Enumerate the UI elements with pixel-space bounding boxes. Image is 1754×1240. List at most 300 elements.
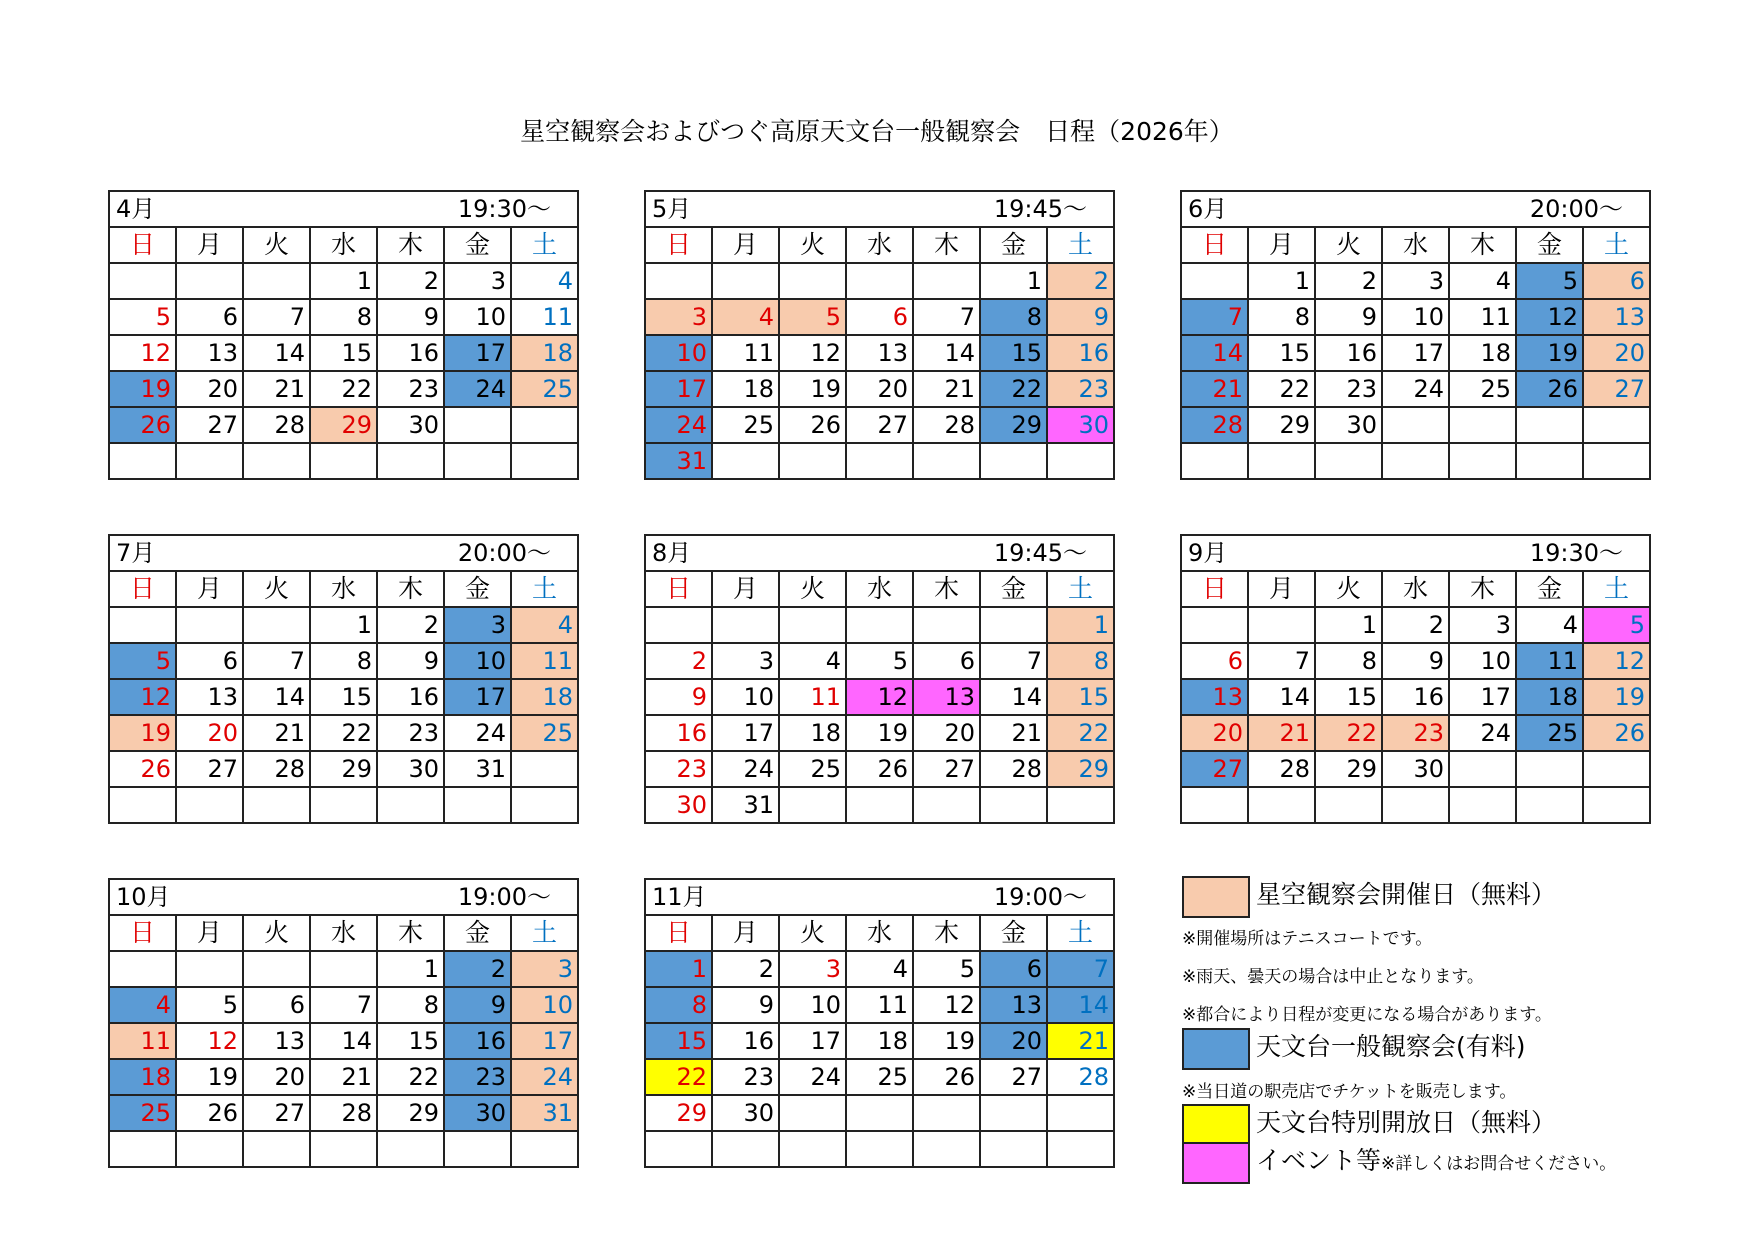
day-cell: 19 xyxy=(176,1059,243,1095)
day-cell: 12 xyxy=(913,987,980,1023)
weekday-header: 金 xyxy=(444,571,511,607)
day-cell: 5 xyxy=(846,643,913,679)
empty-cell xyxy=(310,1131,377,1167)
weekday-header: 日 xyxy=(645,227,712,263)
empty-cell xyxy=(645,263,712,299)
day-cell: 8 xyxy=(310,643,377,679)
day-cell: 2 xyxy=(377,263,444,299)
day-cell: 3 xyxy=(511,951,578,987)
weekday-header: 水 xyxy=(846,227,913,263)
empty-cell xyxy=(109,1131,176,1167)
day-cell: 11 xyxy=(511,643,578,679)
day-cell: 26 xyxy=(176,1095,243,1131)
day-cell: 19 xyxy=(109,715,176,751)
empty-cell xyxy=(1047,787,1114,823)
empty-cell xyxy=(846,263,913,299)
empty-cell xyxy=(243,1131,310,1167)
day-cell: 22 xyxy=(1047,715,1114,751)
empty-cell xyxy=(310,951,377,987)
day-cell: 11 xyxy=(1516,643,1583,679)
day-cell: 7 xyxy=(1181,299,1248,335)
day-cell: 1 xyxy=(1248,263,1315,299)
day-cell: 23 xyxy=(377,715,444,751)
day-cell: 21 xyxy=(1181,371,1248,407)
day-cell: 31 xyxy=(444,751,511,787)
day-cell: 24 xyxy=(712,751,779,787)
weekday-header: 日 xyxy=(109,571,176,607)
day-cell: 15 xyxy=(1047,679,1114,715)
day-cell: 12 xyxy=(1516,299,1583,335)
day-cell: 15 xyxy=(980,335,1047,371)
weekday-header: 木 xyxy=(913,915,980,951)
day-cell: 3 xyxy=(1449,607,1516,643)
empty-cell xyxy=(1047,1095,1114,1131)
day-cell: 23 xyxy=(377,371,444,407)
day-cell: 23 xyxy=(444,1059,511,1095)
day-cell: 18 xyxy=(511,679,578,715)
day-cell: 13 xyxy=(846,335,913,371)
weekday-header: 土 xyxy=(511,915,578,951)
day-cell: 30 xyxy=(377,751,444,787)
empty-cell xyxy=(1248,607,1315,643)
day-cell: 14 xyxy=(1181,335,1248,371)
day-cell: 3 xyxy=(779,951,846,987)
day-cell: 22 xyxy=(1248,371,1315,407)
day-cell: 15 xyxy=(1248,335,1315,371)
weekday-header: 土 xyxy=(1583,227,1650,263)
day-cell: 27 xyxy=(1583,371,1650,407)
day-cell: 13 xyxy=(176,679,243,715)
empty-cell xyxy=(109,787,176,823)
day-cell: 5 xyxy=(1516,263,1583,299)
empty-cell xyxy=(913,1131,980,1167)
empty-cell xyxy=(913,263,980,299)
empty-cell xyxy=(310,787,377,823)
day-cell: 14 xyxy=(913,335,980,371)
empty-cell xyxy=(980,443,1047,479)
day-cell: 13 xyxy=(176,335,243,371)
day-cell: 14 xyxy=(1047,987,1114,1023)
pink-swatch xyxy=(1182,1142,1250,1184)
legend-note-change: ※都合により日程が変更になる場合があります。 xyxy=(1182,1005,1552,1025)
weekday-header: 火 xyxy=(1315,571,1382,607)
weekday-header: 月 xyxy=(712,227,779,263)
day-cell: 29 xyxy=(310,751,377,787)
weekday-header: 日 xyxy=(645,915,712,951)
day-cell: 27 xyxy=(243,1095,310,1131)
month-calendar xyxy=(644,878,1115,1168)
legend-blue-label: 天文台一般観察会(有料) xyxy=(1256,1032,1526,1061)
day-cell: 24 xyxy=(645,407,712,443)
day-cell: 2 xyxy=(645,643,712,679)
day-cell: 17 xyxy=(712,715,779,751)
empty-cell xyxy=(444,1131,511,1167)
day-cell: 1 xyxy=(310,607,377,643)
empty-cell xyxy=(846,787,913,823)
day-cell: 20 xyxy=(176,371,243,407)
weekday-header: 月 xyxy=(176,571,243,607)
weekday-header: 水 xyxy=(846,571,913,607)
day-cell: 19 xyxy=(109,371,176,407)
empty-cell xyxy=(310,443,377,479)
empty-cell xyxy=(846,607,913,643)
day-cell: 28 xyxy=(1047,1059,1114,1095)
day-cell: 24 xyxy=(511,1059,578,1095)
empty-cell xyxy=(1315,787,1382,823)
day-cell: 15 xyxy=(310,679,377,715)
day-cell: 10 xyxy=(444,643,511,679)
day-cell: 19 xyxy=(1583,679,1650,715)
day-cell: 22 xyxy=(310,715,377,751)
empty-cell xyxy=(1449,443,1516,479)
day-cell: 1 xyxy=(1047,607,1114,643)
day-cell: 25 xyxy=(109,1095,176,1131)
day-cell: 9 xyxy=(377,299,444,335)
day-cell: 28 xyxy=(243,751,310,787)
empty-cell xyxy=(1047,443,1114,479)
empty-cell xyxy=(980,1131,1047,1167)
day-cell: 3 xyxy=(444,607,511,643)
day-cell: 27 xyxy=(1181,751,1248,787)
weekday-header: 土 xyxy=(1047,227,1114,263)
day-cell: 6 xyxy=(1583,263,1650,299)
day-cell: 5 xyxy=(109,643,176,679)
legend-yellow-label: 天文台特別開放日（無料） xyxy=(1256,1108,1557,1137)
empty-cell xyxy=(1181,443,1248,479)
empty-cell xyxy=(913,787,980,823)
weekday-header: 土 xyxy=(1047,915,1114,951)
day-cell: 19 xyxy=(913,1023,980,1059)
empty-cell xyxy=(1248,443,1315,479)
empty-cell xyxy=(444,787,511,823)
empty-cell xyxy=(1382,787,1449,823)
day-cell: 8 xyxy=(1315,643,1382,679)
day-cell: 9 xyxy=(1382,643,1449,679)
empty-cell xyxy=(1583,751,1650,787)
day-cell: 19 xyxy=(1516,335,1583,371)
day-cell: 2 xyxy=(1047,263,1114,299)
day-cell: 24 xyxy=(444,371,511,407)
day-cell: 4 xyxy=(846,951,913,987)
day-cell: 5 xyxy=(913,951,980,987)
day-cell: 1 xyxy=(1315,607,1382,643)
day-cell: 24 xyxy=(1449,715,1516,751)
weekday-header: 水 xyxy=(1382,227,1449,263)
empty-cell xyxy=(109,263,176,299)
weekday-header: 金 xyxy=(1516,227,1583,263)
day-cell: 10 xyxy=(1449,643,1516,679)
weekday-header: 水 xyxy=(310,915,377,951)
day-cell: 9 xyxy=(1315,299,1382,335)
day-cell: 2 xyxy=(1382,607,1449,643)
day-cell: 26 xyxy=(109,407,176,443)
month-header xyxy=(109,535,578,571)
day-cell: 9 xyxy=(712,987,779,1023)
start-time: 19:45～ xyxy=(993,195,1087,223)
day-cell: 1 xyxy=(310,263,377,299)
empty-cell xyxy=(645,607,712,643)
weekday-header: 水 xyxy=(310,571,377,607)
legend-pink-text xyxy=(1256,1142,1616,1183)
empty-cell xyxy=(779,443,846,479)
weekday-header: 土 xyxy=(511,227,578,263)
day-cell: 18 xyxy=(109,1059,176,1095)
day-cell: 5 xyxy=(779,299,846,335)
day-cell: 7 xyxy=(1047,951,1114,987)
day-cell: 18 xyxy=(779,715,846,751)
day-cell: 4 xyxy=(109,987,176,1023)
day-cell: 7 xyxy=(913,299,980,335)
empty-cell xyxy=(846,1131,913,1167)
day-cell: 15 xyxy=(310,335,377,371)
weekday-header: 火 xyxy=(243,227,310,263)
day-cell: 8 xyxy=(310,299,377,335)
day-cell: 30 xyxy=(377,407,444,443)
weekday-header: 月 xyxy=(1248,227,1315,263)
day-cell: 29 xyxy=(1248,407,1315,443)
month-name: 9月 xyxy=(1188,539,1228,567)
day-cell: 24 xyxy=(779,1059,846,1095)
day-cell: 6 xyxy=(913,643,980,679)
day-cell: 4 xyxy=(712,299,779,335)
day-cell: 27 xyxy=(846,407,913,443)
day-cell: 6 xyxy=(243,987,310,1023)
day-cell: 28 xyxy=(1248,751,1315,787)
empty-cell xyxy=(1516,407,1583,443)
empty-cell xyxy=(176,607,243,643)
day-cell: 11 xyxy=(846,987,913,1023)
weekday-header: 木 xyxy=(913,571,980,607)
day-cell: 16 xyxy=(377,335,444,371)
empty-cell xyxy=(243,443,310,479)
month-header xyxy=(645,535,1114,571)
weekday-header: 木 xyxy=(1449,227,1516,263)
month-name: 10月 xyxy=(116,883,171,911)
day-cell: 19 xyxy=(779,371,846,407)
weekday-header: 水 xyxy=(846,915,913,951)
day-cell: 21 xyxy=(243,371,310,407)
day-cell: 9 xyxy=(377,643,444,679)
day-cell: 18 xyxy=(511,335,578,371)
weekday-header: 木 xyxy=(377,227,444,263)
day-cell: 26 xyxy=(779,407,846,443)
empty-cell xyxy=(176,263,243,299)
empty-cell xyxy=(1181,263,1248,299)
day-cell: 29 xyxy=(310,407,377,443)
day-cell: 12 xyxy=(109,679,176,715)
month-name: 7月 xyxy=(116,539,156,567)
day-cell: 9 xyxy=(1047,299,1114,335)
month-calendar xyxy=(108,534,579,824)
weekday-header: 日 xyxy=(645,571,712,607)
month-calendar xyxy=(1180,534,1651,824)
day-cell: 14 xyxy=(310,1023,377,1059)
day-cell: 24 xyxy=(1382,371,1449,407)
day-cell: 16 xyxy=(712,1023,779,1059)
empty-cell xyxy=(1449,787,1516,823)
day-cell: 12 xyxy=(1583,643,1650,679)
day-cell: 27 xyxy=(176,407,243,443)
day-cell: 10 xyxy=(1382,299,1449,335)
weekday-header: 日 xyxy=(1181,227,1248,263)
weekday-header: 火 xyxy=(779,227,846,263)
yellow-swatch xyxy=(1182,1104,1250,1146)
day-cell: 16 xyxy=(1047,335,1114,371)
day-cell: 25 xyxy=(779,751,846,787)
day-cell: 29 xyxy=(377,1095,444,1131)
day-cell: 8 xyxy=(1047,643,1114,679)
empty-cell xyxy=(511,751,578,787)
weekday-header: 月 xyxy=(712,571,779,607)
empty-cell xyxy=(511,407,578,443)
day-cell: 29 xyxy=(980,407,1047,443)
day-cell: 9 xyxy=(444,987,511,1023)
day-cell: 11 xyxy=(511,299,578,335)
day-cell: 21 xyxy=(1248,715,1315,751)
weekday-header: 火 xyxy=(243,571,310,607)
day-cell: 12 xyxy=(779,335,846,371)
empty-cell xyxy=(243,787,310,823)
day-cell: 27 xyxy=(980,1059,1047,1095)
weekday-header: 日 xyxy=(109,915,176,951)
empty-cell xyxy=(243,607,310,643)
day-cell: 22 xyxy=(310,371,377,407)
legend-note-venue: ※開催場所はテニスコートです。 xyxy=(1182,929,1433,949)
day-cell: 10 xyxy=(779,987,846,1023)
empty-cell xyxy=(377,1131,444,1167)
empty-cell xyxy=(779,1095,846,1131)
day-cell: 5 xyxy=(1583,607,1650,643)
day-cell: 26 xyxy=(913,1059,980,1095)
day-cell: 30 xyxy=(1382,751,1449,787)
empty-cell xyxy=(1047,1131,1114,1167)
day-cell: 20 xyxy=(1583,335,1650,371)
day-cell: 1 xyxy=(645,951,712,987)
day-cell: 13 xyxy=(913,679,980,715)
legend-note-weather: ※雨天、曇天の場合は中止となります。 xyxy=(1182,967,1484,987)
day-cell: 14 xyxy=(980,679,1047,715)
empty-cell xyxy=(980,607,1047,643)
month-header xyxy=(1181,535,1650,571)
empty-cell xyxy=(913,1095,980,1131)
empty-cell xyxy=(1449,407,1516,443)
empty-cell xyxy=(176,951,243,987)
day-cell: 23 xyxy=(645,751,712,787)
day-cell: 4 xyxy=(511,607,578,643)
day-cell: 26 xyxy=(1583,715,1650,751)
month-header xyxy=(109,879,578,915)
day-cell: 22 xyxy=(645,1059,712,1095)
day-cell: 15 xyxy=(377,1023,444,1059)
day-cell: 23 xyxy=(1047,371,1114,407)
day-cell: 16 xyxy=(1315,335,1382,371)
day-cell: 5 xyxy=(109,299,176,335)
weekday-header: 金 xyxy=(980,915,1047,951)
day-cell: 26 xyxy=(846,751,913,787)
empty-cell xyxy=(511,1131,578,1167)
empty-cell xyxy=(1181,607,1248,643)
weekday-header: 月 xyxy=(176,227,243,263)
weekday-header: 火 xyxy=(243,915,310,951)
empty-cell xyxy=(377,443,444,479)
legend-pink-note: ※詳しくはお問合せください。 xyxy=(1381,1154,1617,1174)
empty-cell xyxy=(1583,443,1650,479)
month-name: 6月 xyxy=(1188,195,1228,223)
month-header xyxy=(645,191,1114,227)
day-cell: 28 xyxy=(1181,407,1248,443)
day-cell: 17 xyxy=(444,335,511,371)
empty-cell xyxy=(779,787,846,823)
month-header xyxy=(1181,191,1650,227)
empty-cell xyxy=(511,443,578,479)
empty-cell xyxy=(176,443,243,479)
day-cell: 24 xyxy=(444,715,511,751)
day-cell: 4 xyxy=(779,643,846,679)
day-cell: 25 xyxy=(511,715,578,751)
start-time: 19:30～ xyxy=(457,195,551,223)
weekday-header: 火 xyxy=(779,571,846,607)
day-cell: 20 xyxy=(913,715,980,751)
page-title: 星空観察会およびつぐ高原天文台一般観察会 日程（2026年） xyxy=(520,117,1234,146)
weekday-header: 金 xyxy=(980,571,1047,607)
day-cell: 4 xyxy=(1449,263,1516,299)
day-cell: 20 xyxy=(1181,715,1248,751)
empty-cell xyxy=(712,443,779,479)
day-cell: 8 xyxy=(645,987,712,1023)
empty-cell xyxy=(176,1131,243,1167)
day-cell: 7 xyxy=(243,643,310,679)
day-cell: 21 xyxy=(243,715,310,751)
day-cell: 6 xyxy=(176,299,243,335)
empty-cell xyxy=(779,607,846,643)
day-cell: 12 xyxy=(109,335,176,371)
day-cell: 17 xyxy=(1449,679,1516,715)
day-cell: 22 xyxy=(377,1059,444,1095)
weekday-header: 木 xyxy=(377,571,444,607)
day-cell: 28 xyxy=(913,407,980,443)
month-calendar xyxy=(108,878,579,1168)
day-cell: 18 xyxy=(1449,335,1516,371)
day-cell: 30 xyxy=(444,1095,511,1131)
day-cell: 13 xyxy=(243,1023,310,1059)
day-cell: 25 xyxy=(511,371,578,407)
day-cell: 2 xyxy=(712,951,779,987)
day-cell: 18 xyxy=(846,1023,913,1059)
day-cell: 1 xyxy=(377,951,444,987)
day-cell: 14 xyxy=(1248,679,1315,715)
day-cell: 2 xyxy=(444,951,511,987)
day-cell: 30 xyxy=(1315,407,1382,443)
day-cell: 16 xyxy=(377,679,444,715)
day-cell: 4 xyxy=(1516,607,1583,643)
empty-cell xyxy=(1583,787,1650,823)
empty-cell xyxy=(645,1131,712,1167)
day-cell: 23 xyxy=(712,1059,779,1095)
day-cell: 25 xyxy=(846,1059,913,1095)
day-cell: 20 xyxy=(176,715,243,751)
empty-cell xyxy=(712,607,779,643)
empty-cell xyxy=(913,443,980,479)
legend-note-ticket: ※当日道の駅売店でチケットを販売します。 xyxy=(1182,1082,1517,1102)
day-cell: 13 xyxy=(1583,299,1650,335)
day-cell: 7 xyxy=(980,643,1047,679)
legend-pink-label: イベント等 xyxy=(1256,1146,1382,1175)
day-cell: 3 xyxy=(1382,263,1449,299)
day-cell: 23 xyxy=(1382,715,1449,751)
weekday-header: 月 xyxy=(1248,571,1315,607)
empty-cell xyxy=(444,443,511,479)
day-cell: 6 xyxy=(980,951,1047,987)
